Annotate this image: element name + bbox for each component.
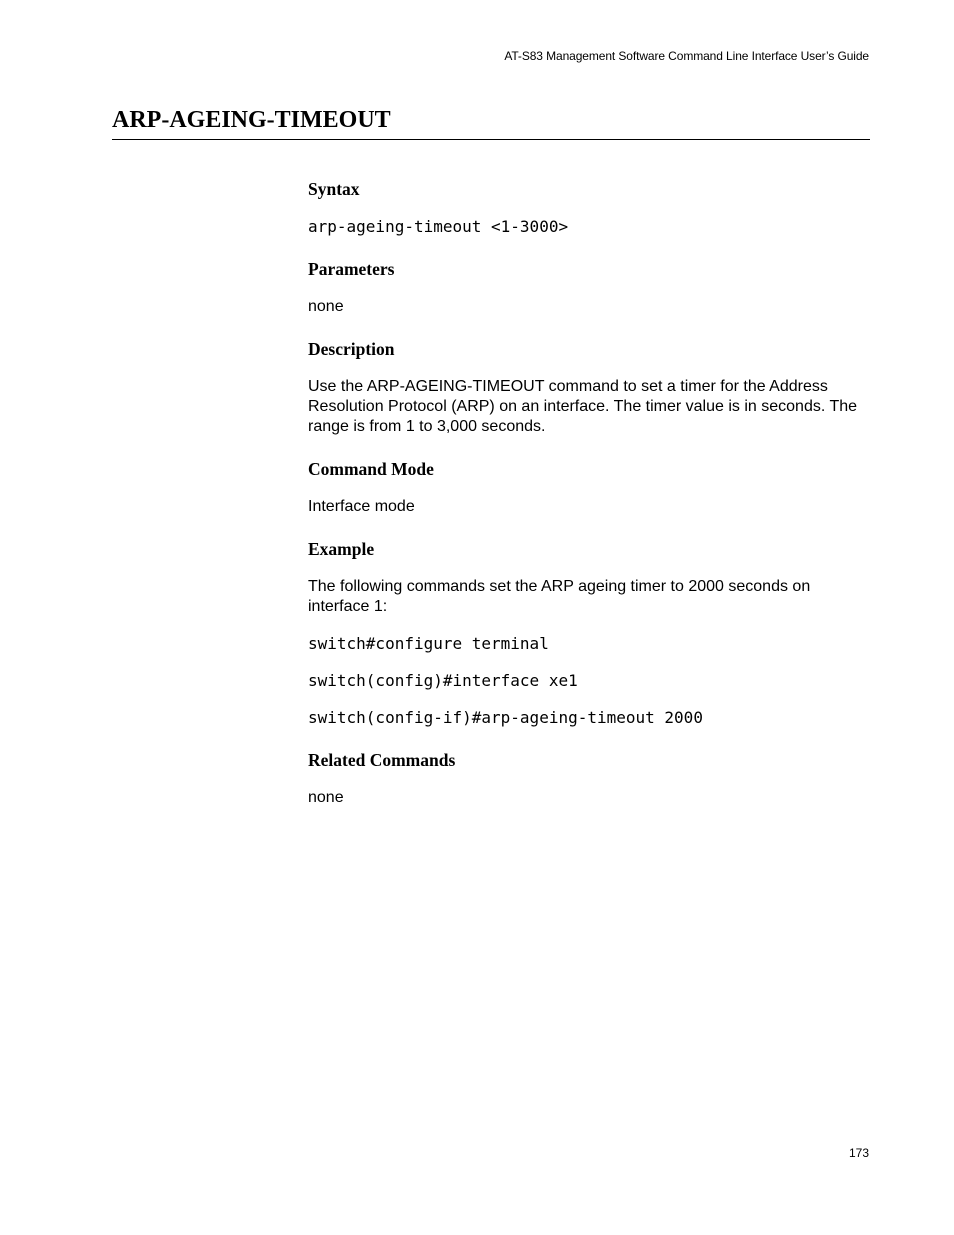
example-text: The following commands set the ARP ageing timer to 2000 seconds on interface 1: xyxy=(308,578,811,615)
related-commands-text: none xyxy=(308,789,344,806)
syntax-section xyxy=(308,178,870,237)
description-section xyxy=(308,338,870,437)
example-command-line: switch#configure terminal xyxy=(308,634,549,653)
related-commands-section xyxy=(308,749,870,808)
parameters-text: none xyxy=(308,298,344,315)
example-command-line: switch(config-if)#arp-ageing-timeout 2000 xyxy=(308,708,703,727)
parameters-heading: Parameters xyxy=(308,259,395,279)
related-commands-heading: Related Commands xyxy=(308,750,456,770)
example-command-line: switch(config)#interface xe1 xyxy=(308,671,578,690)
page-title: ARP-AGEING-TIMEOUT xyxy=(112,107,391,133)
running-header: AT-S83 Management Software Command Line Interface User’s Guide xyxy=(504,49,869,63)
syntax-heading: Syntax xyxy=(308,179,360,199)
description-heading: Description xyxy=(308,339,395,359)
command-mode-section xyxy=(308,458,870,517)
page-number: 173 xyxy=(848,1146,869,1160)
command-mode-heading: Command Mode xyxy=(308,459,434,479)
command-mode-text: Interface mode xyxy=(308,498,415,515)
page-body xyxy=(308,178,870,829)
parameters-section xyxy=(308,258,870,317)
syntax-command: arp-ageing-timeout <1-3000> xyxy=(308,217,569,236)
example-section xyxy=(308,538,870,728)
description-text: Use the ARP-AGEING-TIMEOUT command to set a timer for the Address Resolution Protocol (ARP) on an interface. The timer value is in seconds. The range is from 1 to 3,000 seconds. xyxy=(308,378,858,435)
example-heading: Example xyxy=(308,539,375,559)
title-rule xyxy=(112,139,870,140)
